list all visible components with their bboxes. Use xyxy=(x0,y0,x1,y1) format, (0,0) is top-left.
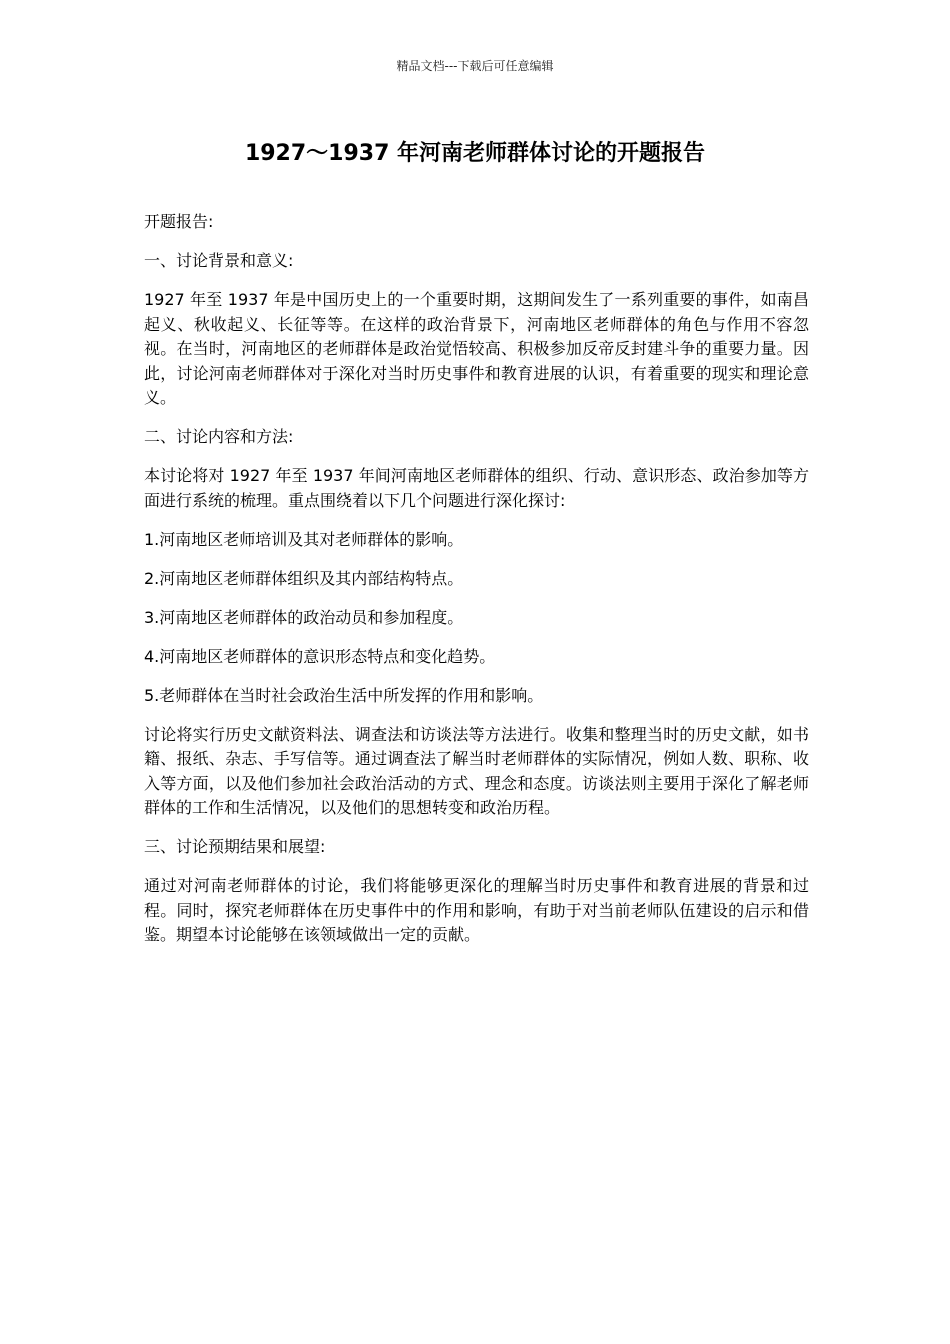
document-title: 1927～1937 年河南老师群体讨论的开题报告 xyxy=(244,141,706,166)
section-heading-content: 二、讨论内容和方法: xyxy=(144,427,294,446)
list-item-1: 1.河南地区老师培训及其对老师群体的影响。 xyxy=(144,529,464,549)
list-item-5: 5.老师群体在当时社会政治生活中所发挥的作用和影响。 xyxy=(144,685,544,705)
report-label: 开题报告: xyxy=(144,212,214,231)
background-paragraph: 1927 年至 1937 年是中国历史上的一个重要时期，这期间发生了一系列重要的事件，如南昌起义、秋收起义、长征等等。在这样的政治背景下，河南地区老师群体的角色与作用不容忽视。在当时，河南地区的老师群体是政治觉悟较高、积极参加反帝反封建斗争的重要力量。因此，讨论河南老师群体对于深化对当时历史事件和教育进展的认识，有着重要的现实和理论意义。 xyxy=(144,290,809,407)
list-item-4: 4.河南地区老师群体的意识形态特点和变化趋势。 xyxy=(144,646,496,666)
methods-paragraph: 讨论将实行历史文献资料法、调查法和访谈法等方法进行。收集和整理当时的历史文献，如书籍、报纸、杂志、手写信等。通过调查法了解当时老师群体的实际情况，例如人数、职称、收入等方面，以及他们参加社会政治活动的方式、理念和态度。访谈法则主要用于深化了解老师群体的工作和生活情况，以及他们的思想转变和政治历程。 xyxy=(144,724,809,817)
list-item-2: 2.河南地区老师群体组织及其内部结构特点。 xyxy=(144,568,464,588)
section-heading-outlook: 三、讨论预期结果和展望: xyxy=(144,837,326,856)
list-item-3: 3.河南地区老师群体的政治动员和参加程度。 xyxy=(144,607,464,627)
section-heading-background: 一、讨论背景和意义: xyxy=(144,251,294,270)
outlook-paragraph: 通过对河南老师群体的讨论，我们将能够更深化的理解当时历史事件和教育进展的背景和过程。同时，探究老师群体在历史事件中的作用和影响，有助于对当前老师队伍建设的启示和借鉴。期望本讨论能够在该领域做出一定的贡献。 xyxy=(144,876,809,944)
content-intro-paragraph: 本讨论将对 1927 年至 1937 年间河南地区老师群体的组织、行动、意识形态、政治参加等方面进行系统的梳理。重点围绕着以下几个问题进行深化探讨: xyxy=(144,466,809,510)
document-body xyxy=(144,210,809,962)
page-header: 精品文档---下载后可任意编辑 xyxy=(396,59,554,73)
